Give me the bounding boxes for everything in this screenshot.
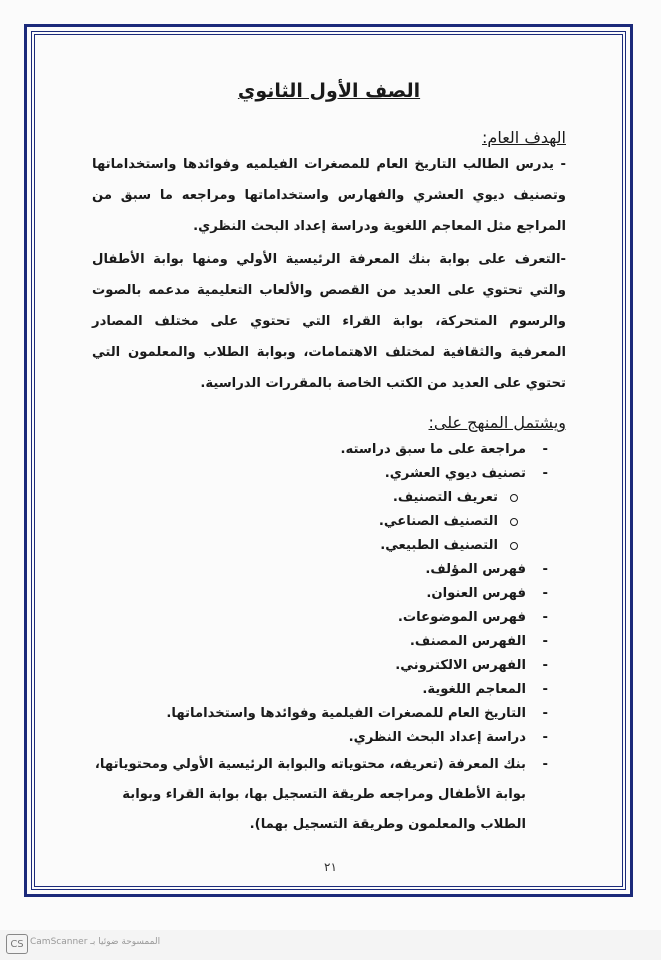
- curriculum-heading: ويشتمل المنهج على:: [428, 413, 566, 432]
- dash-bullet: -: [542, 562, 548, 577]
- dash-bullet: -: [542, 634, 548, 649]
- list-item: - الفهرس المصنف.: [92, 630, 548, 654]
- list-item: - تصنيف ديوي العشري.: [92, 462, 548, 486]
- list-item: - فهرس المؤلف.: [92, 558, 548, 582]
- list-item: - الفهرس الالكتروني.: [92, 654, 548, 678]
- camscanner-logo-icon: CS: [6, 934, 28, 954]
- list-item: - المعاجم اللغوية.: [92, 678, 548, 702]
- list-item: - بنك المعرفة (تعريفه، محتوياته والبوابة الرئيسية الأولي ومحتوياتها، بوابة الأطفال ومراجعه طريقة التسجيل بها، بوابة القراء وبوابة الطلاب والمعلمون وطريقة التسجيل بهما).: [92, 750, 548, 840]
- circle-bullet-icon: [510, 494, 518, 502]
- page-title: الصف الأول الثانوي: [237, 80, 421, 102]
- list-item: - فهرس الموضوعات.: [92, 606, 548, 630]
- curriculum-list: [92, 438, 566, 486]
- sub-list-item: تعريف التصنيف.: [92, 486, 520, 510]
- dash-bullet: -: [542, 757, 548, 772]
- classification-sub-list: [92, 486, 566, 558]
- goal-paragraph-1: - يدرس الطالب التاريخ العام للمصغرات الفيلميه وفوائدها واستخداماتها وتصنيف ديوي العشري والفهارس واستخداماتها ومراجعه ما سبق من المراجع مثل المعاجم اللغوية ودراسة إعداد البحث النظري.: [92, 157, 566, 234]
- circle-bullet-icon: [510, 518, 518, 526]
- list-item: - دراسة إعداد البحث النظري.: [92, 726, 548, 750]
- sub-list-item: التصنيف الصناعي.: [92, 510, 520, 534]
- dash-bullet: -: [542, 730, 548, 745]
- list-item: - التاريخ العام للمصغرات الفيلمية وفوائدها واستخداماتها.: [92, 702, 548, 726]
- list-item: - فهرس العنوان.: [92, 582, 548, 606]
- curriculum-list-2: [92, 558, 566, 840]
- sub-list-item: التصنيف الطبيعي.: [92, 534, 520, 558]
- dash-bullet: -: [542, 658, 548, 673]
- scanner-watermark-text: الممسوحة ضوئيا بـ CamScanner: [30, 937, 161, 947]
- circle-bullet-icon: [510, 542, 518, 550]
- dash-bullet: -: [542, 610, 548, 625]
- goal-paragraph-2: -التعرف على بوابة بنك المعرفة الرئيسية الأولي ومنها بوابة الأطفال والتي تحتوي على العديد من القصص والألعاب التعليمية مدعمه بالصوت والرسوم المتحركة، بوابة القراء التي تحتوي على مختلف المصادر المعرفية والثقافية لمختلف الاهتمامات، وبوابة الطلاب والمعلمون التي تحتوي على العديد من الكتب الخاصة بالمقررات الدراسية.: [92, 252, 566, 391]
- dash-bullet: -: [542, 706, 548, 721]
- dash-bullet: -: [542, 442, 548, 457]
- document-content: [92, 80, 566, 840]
- dash-bullet: -: [542, 682, 548, 697]
- dash-bullet: -: [542, 586, 548, 601]
- dash-bullet: -: [542, 466, 548, 481]
- page-number: ٢١: [324, 860, 337, 874]
- general-goal-heading: الهدف العام:: [482, 128, 566, 147]
- list-item: - مراجعة على ما سبق دراسته.: [92, 438, 548, 462]
